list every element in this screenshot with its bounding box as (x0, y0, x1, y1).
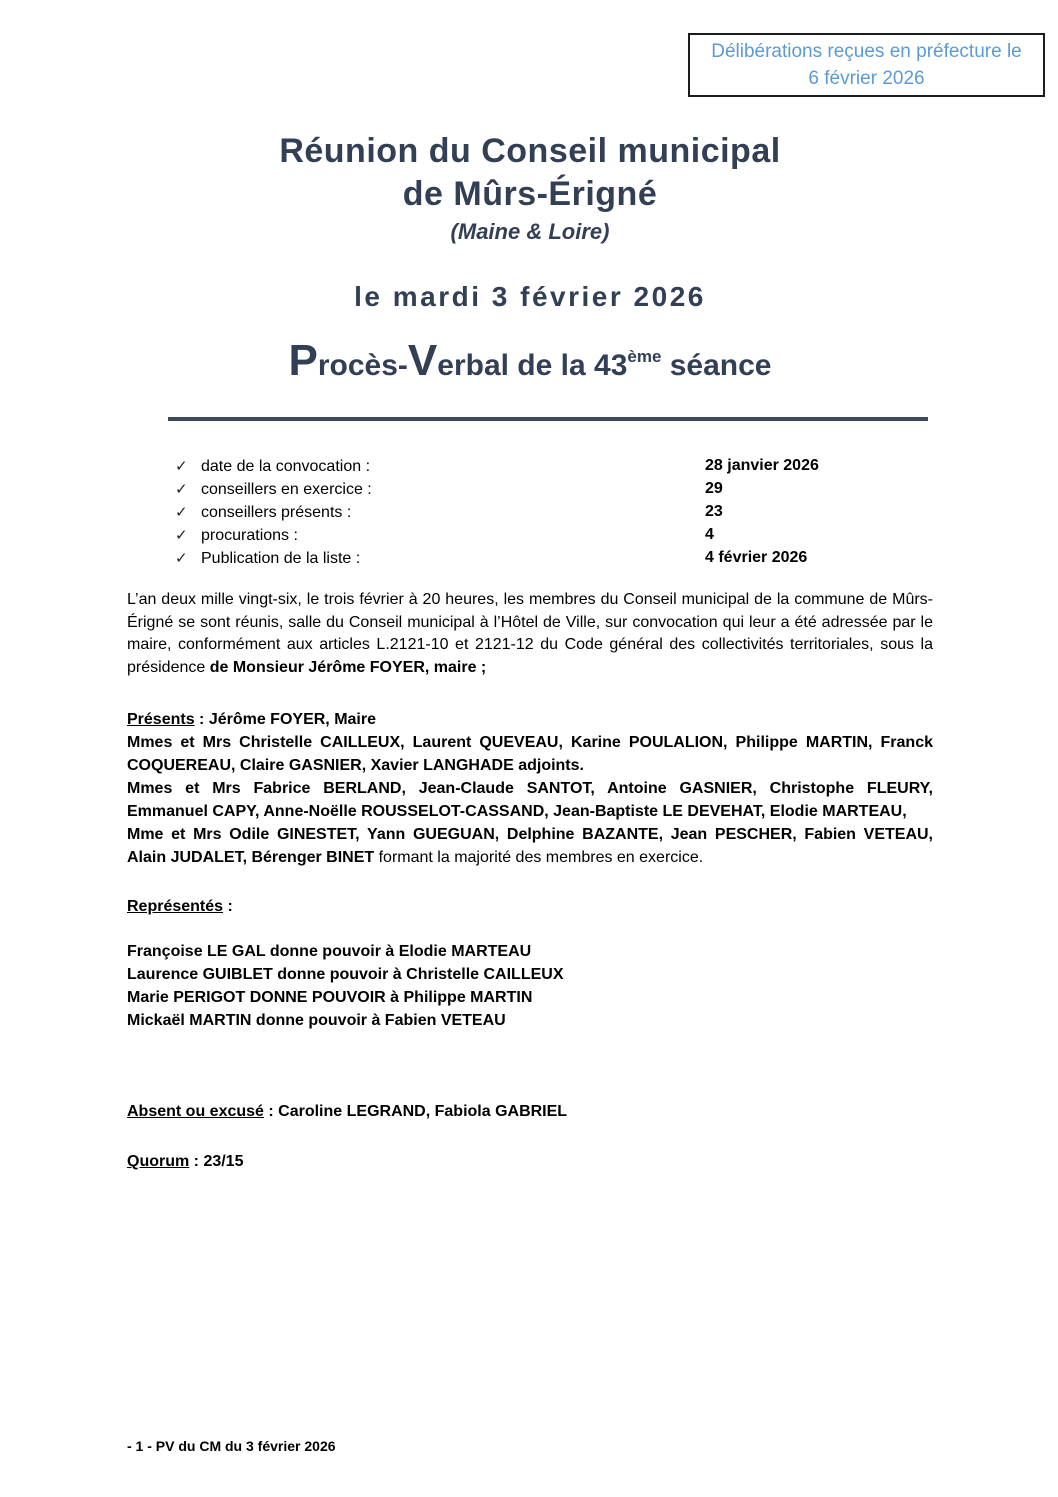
presents-conseillers-2 (127, 823, 933, 869)
represented-heading-line (127, 895, 933, 918)
represented-section (127, 895, 933, 1032)
absent-names: Caroline LEGRAND, Fabiola GABRIEL (278, 1103, 568, 1120)
presents-heading: Présents (127, 711, 195, 728)
pouvoir-list (127, 940, 933, 1032)
title-block (127, 130, 933, 245)
check-icon: ✓ (175, 550, 188, 567)
check-icon: ✓ (175, 527, 188, 544)
pouvoir-line: Françoise LE GAL donne pouvoir à Elodie MARTEAU (127, 943, 532, 960)
meta-label: conseillers présents : (201, 504, 352, 521)
absent-heading: Absent ou excusé (127, 1103, 264, 1120)
pv-superscript: ème (627, 347, 662, 366)
stamp-line-2: 6 février 2026 (808, 68, 925, 89)
meta-value: 4 février 2026 (705, 549, 808, 566)
presents-maire: Jérôme FOYER, Maire (208, 711, 376, 728)
divider-rule (168, 417, 928, 421)
meta-row-presents (175, 503, 905, 526)
quorum-sep: : (189, 1153, 204, 1170)
presents-heading-line (127, 708, 933, 731)
presents-conseillers-2-names: Mme et Mrs Odile GINESTET, Yann GUEGUAN, Delphine BAZANTE, Jean PESCHER, Fabien VETEAU, Alain JUDALET, Bérenger BINET (127, 826, 933, 866)
pv-text-verbal: erbal de la 43 (437, 349, 628, 382)
represented-heading: Représentés (127, 898, 224, 915)
quorum-value: 23/15 (203, 1153, 244, 1170)
meta-label: conseillers en exercice : (201, 481, 372, 498)
presents-heading-sep: : (194, 711, 209, 728)
presents-conseillers-1: Mmes et Mrs Fabrice BERLAND, Jean-Claude SANTOT, Antoine GASNIER, Christophe FLEURY, Emmanuel CAPY, Anne-Noëlle ROUSSELOT-CASSAND, Jean-Baptiste LE DEVEHAT, Elodie MARTEAU, (127, 780, 933, 820)
meta-list (175, 457, 905, 572)
pv-text-seance: séance (661, 349, 772, 382)
intro-paragraph (127, 589, 933, 679)
pouvoir-line: Laurence GUIBLET donne pouvoir à Christelle CAILLEUX (127, 966, 564, 983)
pouvoir-line: Marie PERIGOT DONNE POUVOIR à Philippe MARTIN (127, 989, 533, 1006)
meta-row-exercice (175, 480, 905, 503)
document-subtitle: (Maine & Loire) (450, 219, 610, 244)
title-line-2: de Mûrs-Érigné (402, 175, 658, 213)
pouvoir-line: Mickaël MARTIN donne pouvoir à Fabien VETEAU (127, 1012, 506, 1029)
presents-section (127, 708, 933, 869)
intro-text: L’an deux mille vingt-six, le trois février à 20 heures, les membres du Conseil municipal de la commune de Mûrs-Érigné se sont réunis, salle du Conseil municipal à l’Hôtel de Ville, sur convocation qui leur a été adressée par le maire, conformément aux articles L.2121-10 et 2121-12 du Code général des collectivités territoriales, sous la présidence (127, 591, 933, 676)
title-line-1: Réunion du Conseil municipal (279, 132, 781, 170)
document-title (127, 130, 933, 216)
meta-row-publication (175, 549, 905, 572)
pv-heading (127, 336, 933, 386)
check-icon: ✓ (175, 481, 188, 498)
meta-row-convocation (175, 457, 905, 480)
pv-initial-p: P (288, 336, 318, 385)
pv-text-proces: rocès- (317, 349, 408, 382)
check-icon: ✓ (175, 458, 188, 475)
check-icon: ✓ (175, 504, 188, 521)
absent-section (127, 1103, 933, 1121)
meta-label: procurations : (201, 527, 298, 544)
page-footer: - 1 - PV du CM du 3 février 2026 (127, 1438, 336, 1454)
absent-sep: : (263, 1103, 279, 1120)
meta-label: date de la convocation : (201, 458, 371, 475)
quorum-section (127, 1153, 933, 1171)
meta-label: Publication de la liste : (201, 550, 361, 567)
meta-row-procurations (175, 526, 905, 549)
represented-heading-colon: : (223, 898, 233, 915)
pv-initial-v: V (407, 336, 438, 385)
quorum-heading: Quorum (127, 1153, 190, 1170)
presents-adjoints: Mmes et Mrs Christelle CAILLEUX, Laurent QUEVEAU, Karine POULALION, Philippe MARTIN, Franck COQUEREAU, Claire GASNIER, Xavier LANGHADE adjoints. (127, 734, 933, 774)
presents-conseillers-2-tail: formant la majorité des membres en exercice. (374, 849, 704, 866)
prefecture-stamp (688, 33, 1045, 97)
stamp-line-1: Délibérations reçues en préfecture le (711, 41, 1022, 62)
meta-value: 4 (705, 526, 714, 543)
intro-president: de Monsieur Jérôme FOYER, maire ; (209, 658, 487, 676)
session-date: le mardi 3 février 2026 (354, 281, 706, 312)
meta-value: 28 janvier 2026 (705, 457, 819, 474)
meta-value: 29 (705, 480, 723, 497)
meta-value: 23 (705, 503, 723, 520)
